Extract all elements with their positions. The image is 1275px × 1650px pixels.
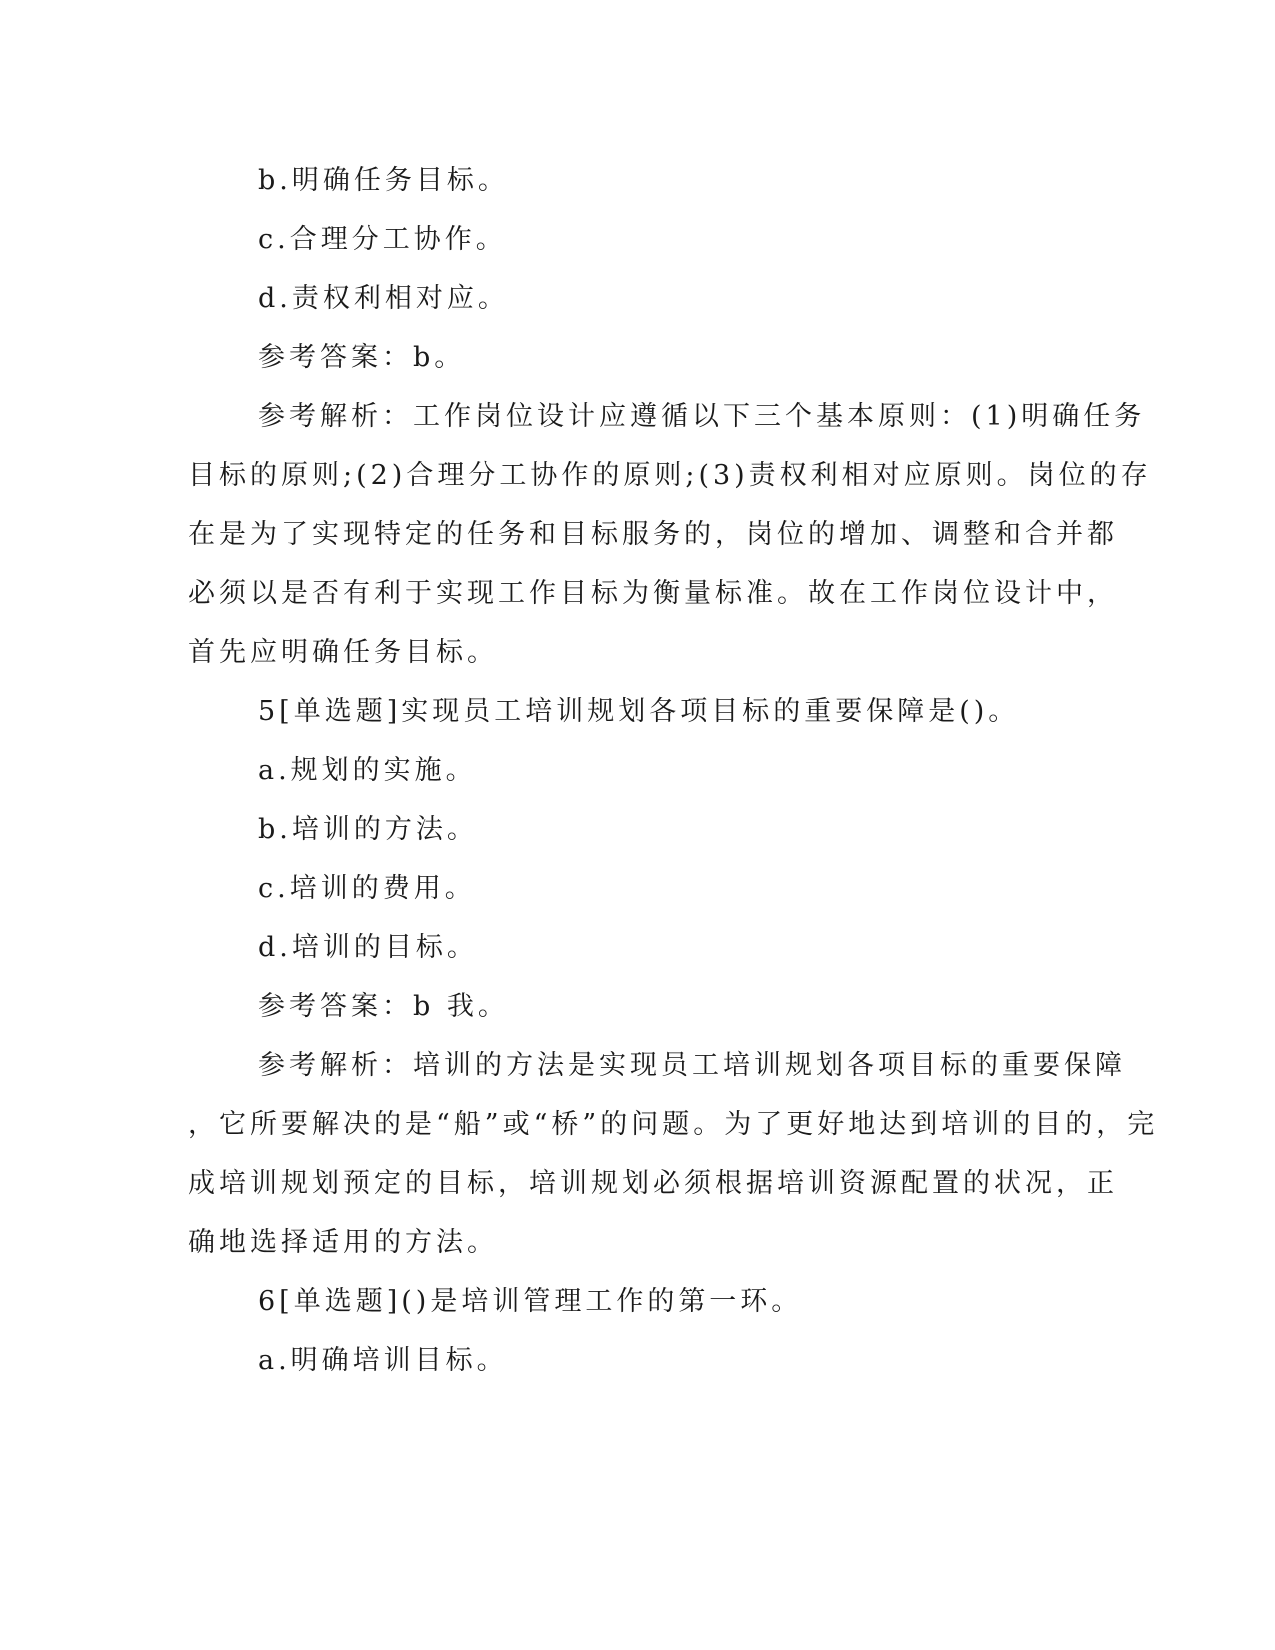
explanation-line: 在是为了实现特定的任务和目标服务的，岗位的增加、调整和合并都 xyxy=(188,519,1118,550)
answer-line: 参考答案：b 我。 xyxy=(258,991,509,1022)
question-5-line: 5[单选题]实现员工培训规划各项目标的重要保障是()。 xyxy=(258,696,1020,727)
option-a-line: a.明确培训目标。 xyxy=(258,1345,508,1376)
question-6-line: 6[单选题]()是培训管理工作的第一环。 xyxy=(258,1286,803,1317)
explanation-line: 参考解析：工作岗位设计应遵循以下三个基本原则：(1)明确任务 xyxy=(258,401,1146,432)
option-a-line: a.规划的实施。 xyxy=(258,755,477,786)
option-d-line: d.责权利相对应。 xyxy=(258,283,509,314)
explanation-line: 必须以是否有利于实现工作目标为衡量标准。故在工作岗位设计中， xyxy=(188,578,1118,609)
answer-line: 参考答案：b。 xyxy=(258,342,466,373)
option-b-line: b.培训的方法。 xyxy=(258,814,478,845)
explanation-line: 参考解析：培训的方法是实现员工培训规划各项目标的重要保障 xyxy=(258,1050,1126,1081)
option-b-line: b.明确任务目标。 xyxy=(258,165,509,196)
explanation-line: 确地选择适用的方法。 xyxy=(188,1227,498,1258)
option-d-line: d.培训的目标。 xyxy=(258,932,478,963)
explanation-line: 成培训规划预定的目标，培训规划必须根据培训资源配置的状况，正 xyxy=(188,1168,1118,1199)
option-c-line: c.合理分工协作。 xyxy=(258,224,507,255)
explanation-line: 首先应明确任务目标。 xyxy=(188,637,498,668)
explanation-line: 目标的原则;(2)合理分工协作的原则;(3)责权利相对应原则。岗位的存 xyxy=(188,460,1152,491)
option-c-line: c.培训的费用。 xyxy=(258,873,476,904)
explanation-line: ，它所要解决的是“船”或“桥”的问题。为了更好地达到培训的目的，完 xyxy=(188,1109,1159,1140)
